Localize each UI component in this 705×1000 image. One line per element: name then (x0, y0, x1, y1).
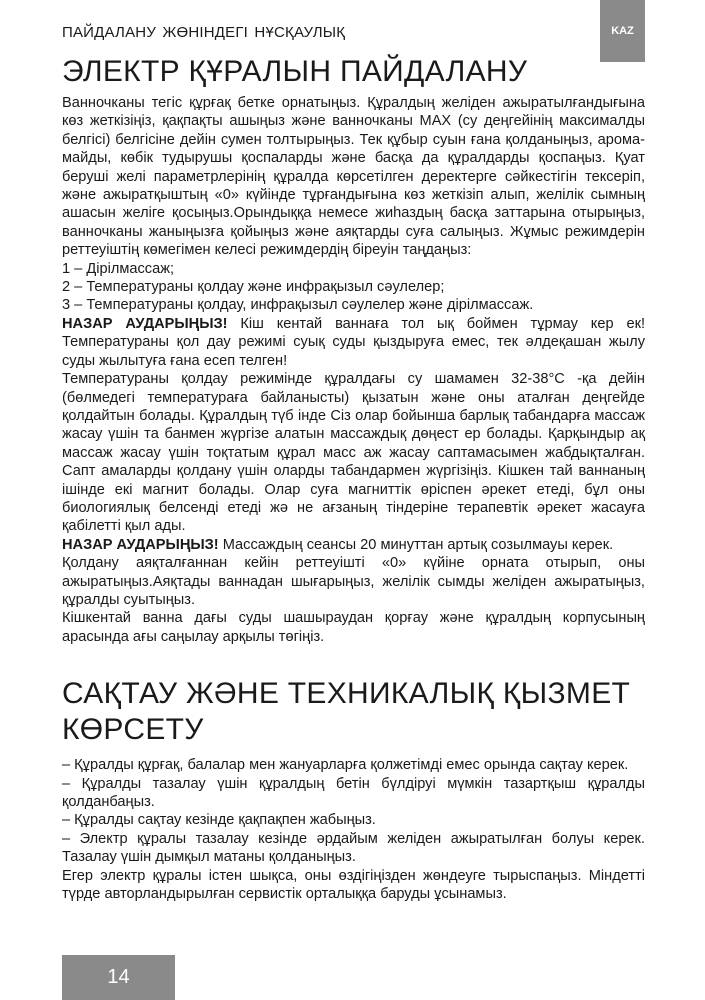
attention-label-2: НАЗАР АУДАРЫҢЫЗ! (62, 536, 219, 553)
attention-label-1: НАЗАР АУДАРЫҢЫЗ! (62, 315, 228, 332)
usage-paragraph-1: Ванночканы тегіс құрғақ бетке орнатыңыз. Құралдың желіден ажыратылғандығына көз жеткізіңіз, қақпақты ашыңыз және ванночканы MAX (су деңгейінің максималды белгісі) белгісіне дейін сумен толтырыңыз. Тек құбыр суын ғана қолданыңыз, арома-майды, көбік тудырушы қоспаларды және басқа да құралдарды қоспаңыз. Қуат беруші желі параметрлерінің құралда көрсетілген деректерге сәйкестігін тексеріп, және ажыратқыштың «0» күйінде тұрғандығына көз жеткізіп алып, желілік сымның ашасын желіге қосыңыз.Орындыққа немесе жиһаздың басқа заттарына отырыңыз, ванночканы жаныңызға қойыңыз және аяқтарды суға салыңыз. Жұмыс режимдерін реттеуіштің көмегімен келесі режимдердің біреуін таңдаңыз: (62, 95, 645, 259)
attention-text-2: Массаждың сеансы 20 минуттан артық созылмауы керек. (218, 536, 614, 553)
mode-item-1: 1 – Дірілмассаж; (62, 260, 175, 277)
usage-paragraph-2: Температураны қолдау режимінде құралдағы су шамамен 32-38°C -қа дейін (бөлмедегі температураға байланысты) қызатын және оны аталған деңгейде қолдайтын болады. Құралдың түб інде Сіз олар бойынша барлық табандарға массаж жасау үшін та банмен жүргізе алатын массаждық дөңест ер болады. Қарқындыр ақ массаж жасау үшін тоқтатым құрал масс аж жасау саптамасымен жабдықталған. Сапт амаларды қолдану үшін оларды табандармен жүргізіңіз. Кішкен тай ваннаның ішінде екі магнит болады. Олар суға магниттік өріспен әрекет етеді, бұл оны биологиялық белсенді етеді жә не ағзаның тіндеріне терапевтік әрекет жасауға қабілетті қыл ады. (62, 371, 645, 535)
attention-note-1 (62, 315, 645, 370)
language-tab: KAZ (600, 0, 645, 62)
storage-bullet-3: – Құралды сақтау кезінде қақпақпен жабыңыз. (62, 812, 376, 829)
section-heading-storage: САҚТАУ ЖӘНЕ ТЕХНИКАЛЫҚ ҚЫЗМЕТ КӨРСЕТУ (62, 677, 631, 747)
page-content (62, 54, 645, 903)
usage-paragraph-3: Қолдану аяқталғаннан кейін реттеуішті «0» күйіне орната отырып, оны ажыратыңыз.Аяқтады ваннадан шығарыңыз, желілік сымды желіден ажыратыңыз, құралды суытыңыз. (62, 555, 645, 608)
usage-body (62, 94, 645, 646)
storage-bullet-4: – Электр құралы тазалау кезінде әрдайым желіден ажыратылған болуы керек. Тазалау үшін дымқыл матаны қолданыңыз. (62, 830, 645, 866)
page-number: 14 (62, 955, 175, 1000)
attention-note-2 (62, 536, 645, 554)
usage-paragraph-4: Кішкентай ванна дағы суды шашыраудан қорғау және құралдың корпусының арасында ағы саңылау арқылы төгіңіз. (62, 610, 645, 645)
mode-item-2: 2 – Температураны қолдау және инфрақызыл сәулелер; (62, 279, 445, 296)
storage-body (62, 756, 645, 903)
storage-paragraph: Егер электр құралы істен шықса, оны өздігіңізден жөндеуге тырыспаңыз. Міндетті түрде авторландырылған сервистік орталыққа баруды ұсынамыз. (62, 867, 645, 903)
section-heading-usage: ЭЛЕКТР ҚҰРАЛЫН ПАЙДАЛАНУ (62, 55, 528, 88)
storage-bullet-1: – Құралды құрғақ, балалар мен жануарларға қолжетімді емес орында сақтау керек. (62, 757, 629, 774)
attention-text-1: Кіш кентай ваннаға тол ық боймен тұрмау кер ек! Температураны қол дау режимі суық суды қыздыруға емес, тек әлдеқашан жылу суды жылытуға ғана есеп телген! (62, 315, 646, 369)
running-header: ПАЙДАЛАНУ ЖӨНІНДЕГІ НҰСҚАУЛЫҚ (62, 24, 346, 41)
mode-item-3: 3 – Температураны қолдау, инфрақызыл сәулелер және дірілмассаж. (62, 297, 534, 314)
storage-bullet-2: – Құралды тазалау үшін құралдың бетін бүлдіруі мүмкін тазартқыш құралды қолданбаңыз. (62, 775, 645, 810)
